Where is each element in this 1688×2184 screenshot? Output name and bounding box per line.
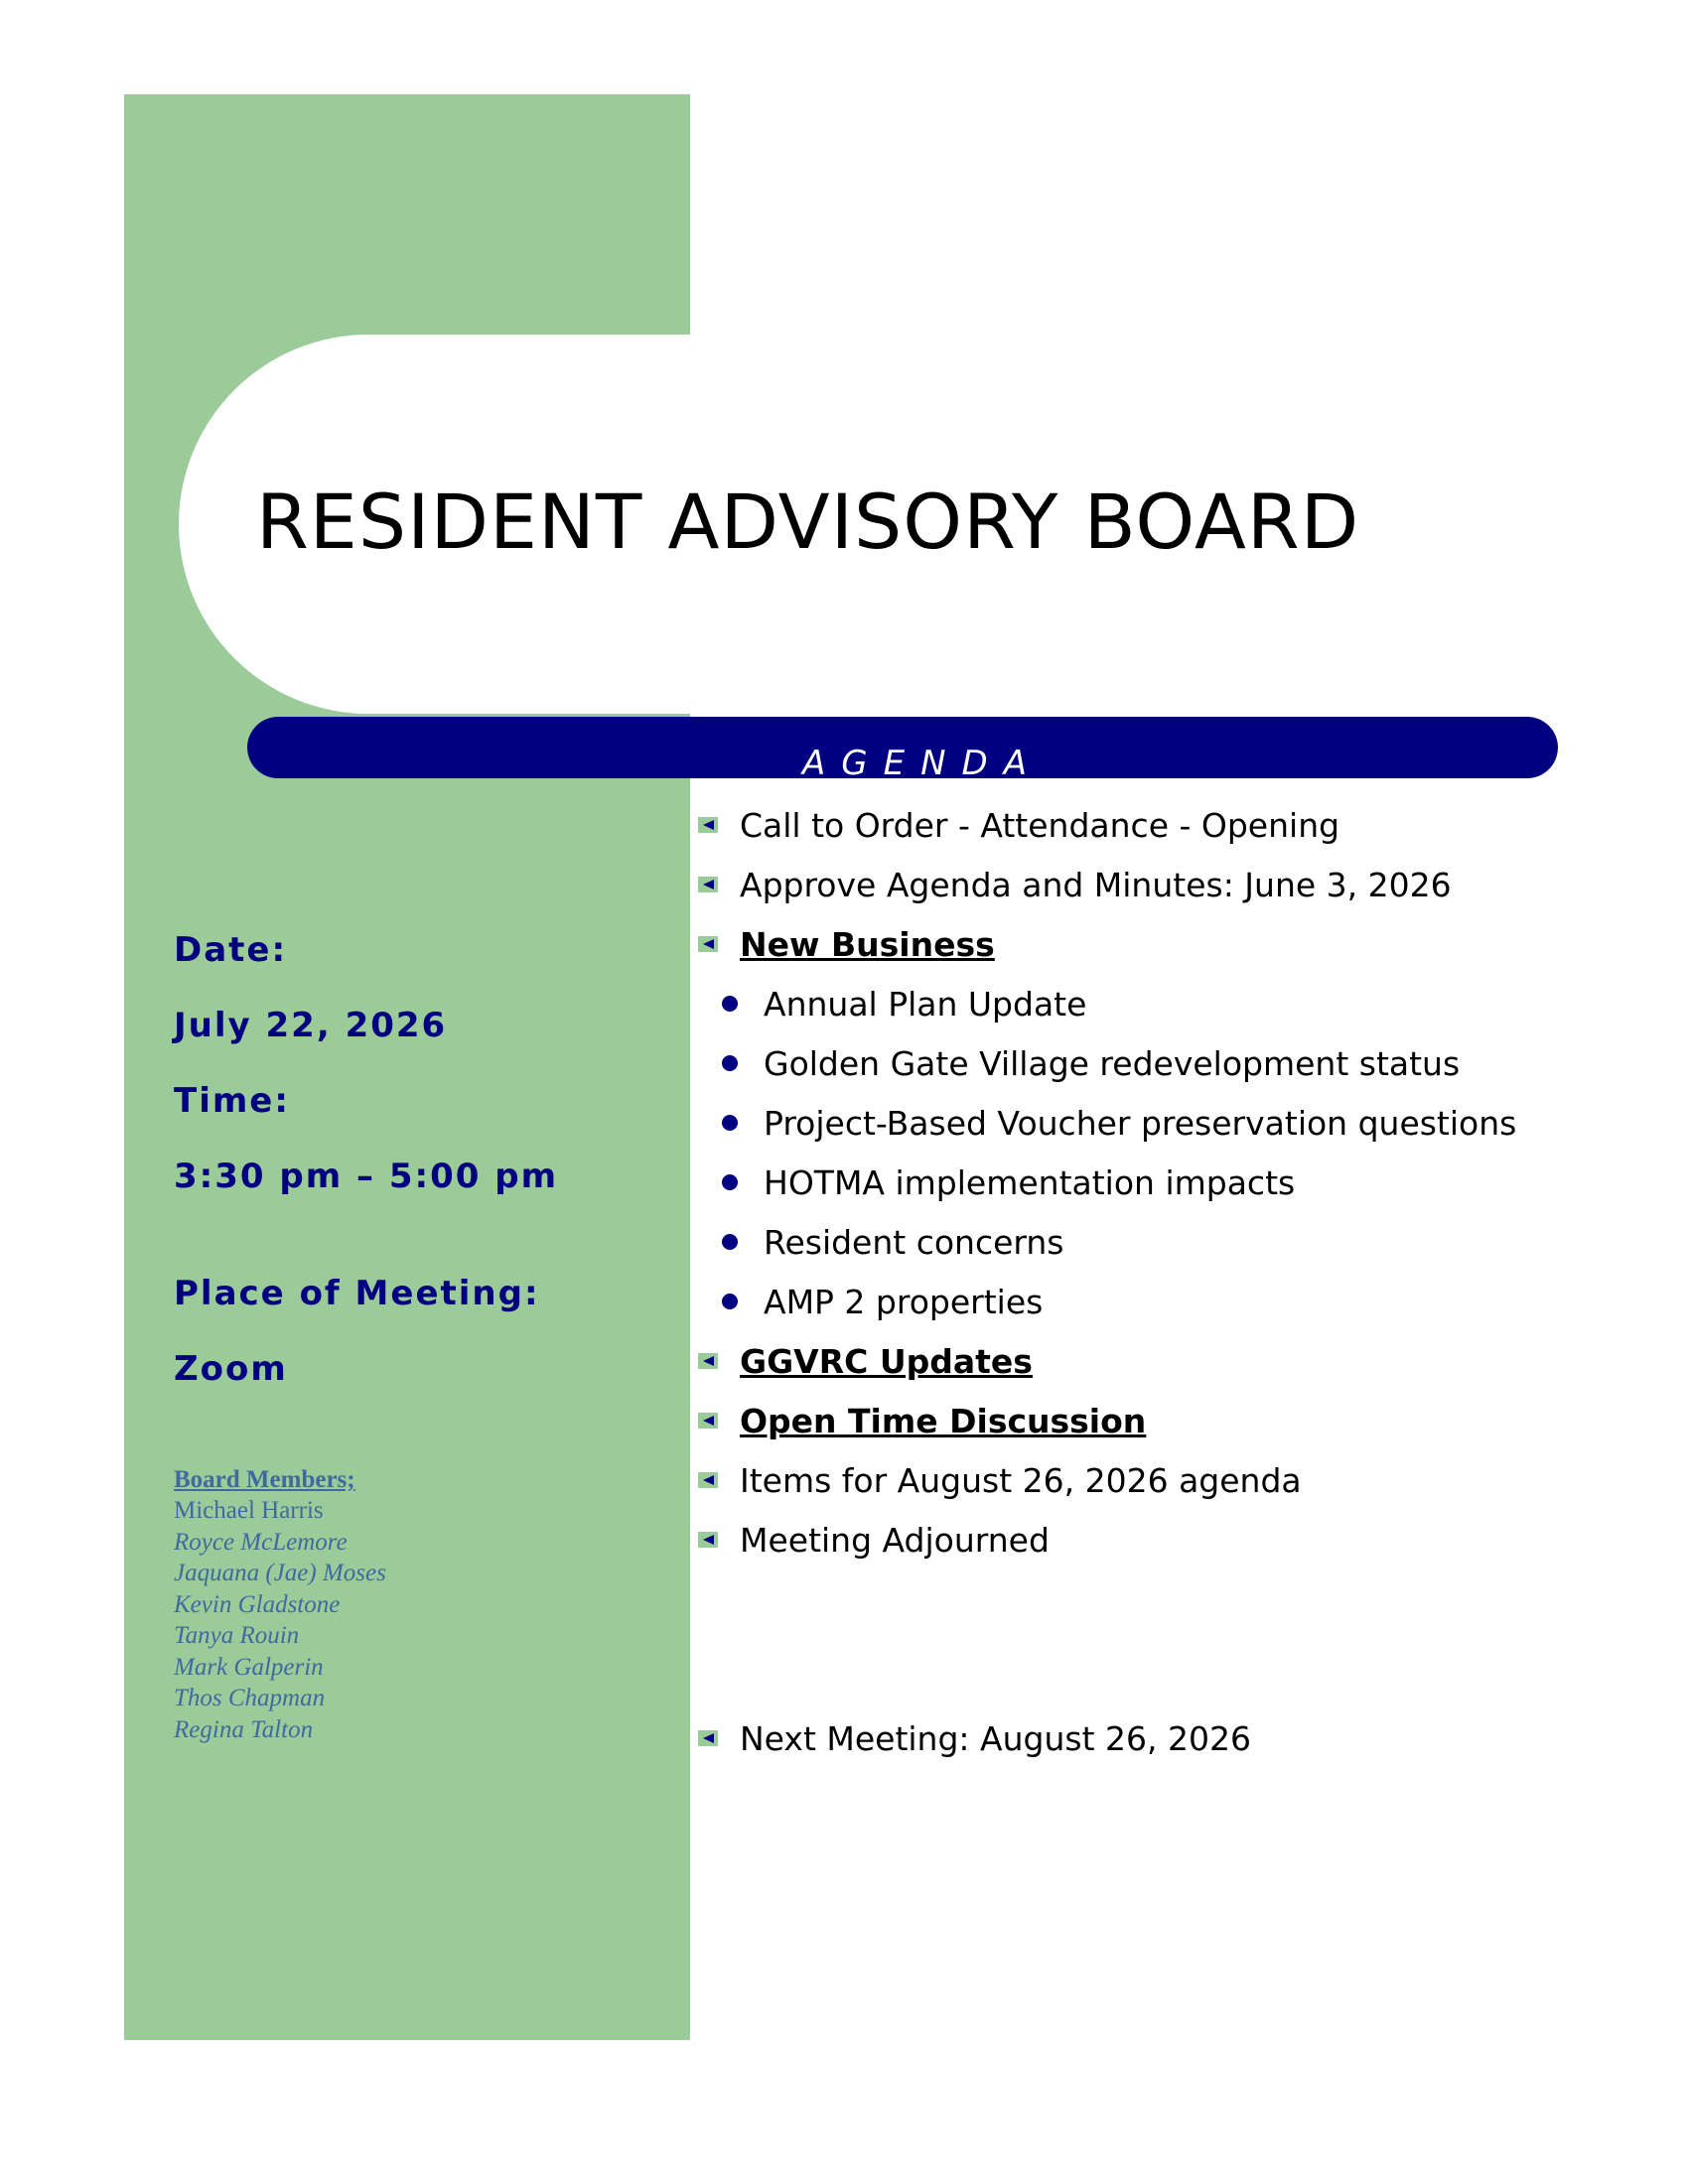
agenda-item-text: Meeting Adjourned xyxy=(740,1521,1050,1560)
arrow-bullet-icon xyxy=(698,1472,718,1488)
agenda-item xyxy=(695,866,1638,908)
sub-item-text: Project-Based Voucher preservation questions xyxy=(764,1104,1517,1143)
arrow-bullet-icon xyxy=(698,1353,718,1369)
board-member: Kevin Gladstone xyxy=(174,1591,341,1618)
sub-item-text: Golden Gate Village redevelopment status xyxy=(764,1044,1461,1083)
time-label: Time: xyxy=(174,1081,290,1121)
dot-bullet-icon xyxy=(722,1115,738,1131)
sub-item xyxy=(722,1044,1616,1087)
board-member: Tanya Rouin xyxy=(174,1622,300,1649)
document-title: RESIDENT ADVISORY BOARD xyxy=(256,478,1360,566)
meeting-time: 3:30 pm – 5:00 pm xyxy=(174,1157,559,1196)
section-heading-new-business: New Business xyxy=(740,925,995,964)
sub-item-text: HOTMA implementation impacts xyxy=(764,1163,1296,1202)
sub-item xyxy=(722,1163,1616,1206)
sub-item xyxy=(722,1223,1616,1266)
meeting-place: Zoom xyxy=(174,1349,288,1389)
agenda-item-text: Approve Agenda and Minutes: June 3, 2026 xyxy=(740,866,1452,904)
agenda-section xyxy=(695,1342,1638,1385)
arrow-bullet-icon xyxy=(698,877,718,892)
board-member: Michael Harris xyxy=(174,1497,324,1524)
agenda-item-text: Call to Order - Attendance - Opening xyxy=(740,806,1340,845)
board-member: Jaquana (Jae) Moses xyxy=(174,1560,386,1586)
arrow-bullet-icon xyxy=(698,936,718,952)
dot-bullet-icon xyxy=(722,1234,738,1250)
board-member: Royce McLemore xyxy=(174,1529,348,1556)
sub-item-text: AMP 2 properties xyxy=(764,1283,1044,1321)
dot-bullet-icon xyxy=(722,1174,738,1190)
board-member: Regina Talton xyxy=(174,1716,314,1743)
sub-item-text: Annual Plan Update xyxy=(764,985,1087,1024)
arrow-bullet-icon xyxy=(698,1413,718,1429)
agenda-item xyxy=(695,1521,1638,1564)
agenda-section xyxy=(695,925,1638,968)
dot-bullet-icon xyxy=(722,1055,738,1071)
sub-item xyxy=(722,985,1616,1027)
agenda-section xyxy=(695,1402,1638,1444)
agenda-bar xyxy=(247,717,1558,778)
sub-item-text: Resident concerns xyxy=(764,1223,1064,1262)
sub-item xyxy=(722,1283,1616,1325)
arrow-bullet-icon xyxy=(698,1730,718,1746)
board-member: Thos Chapman xyxy=(174,1685,326,1711)
agenda-label: AGENDA xyxy=(802,744,1043,778)
board-members-heading: Board Members; xyxy=(174,1466,355,1493)
sub-item xyxy=(722,1104,1616,1147)
dot-bullet-icon xyxy=(722,996,738,1012)
agenda-item xyxy=(695,1461,1638,1504)
arrow-bullet-icon xyxy=(698,817,718,833)
next-meeting xyxy=(695,1719,1638,1762)
agenda-item xyxy=(695,806,1638,849)
next-meeting-text: Next Meeting: August 26, 2026 xyxy=(740,1719,1251,1758)
board-member: Mark Galperin xyxy=(174,1654,324,1681)
place-label: Place of Meeting: xyxy=(174,1274,540,1313)
meeting-date: July 22, 2026 xyxy=(174,1006,448,1045)
arrow-bullet-icon xyxy=(698,1532,718,1548)
section-heading-ggvrc: GGVRC Updates xyxy=(740,1342,1033,1381)
agenda-item-text: Items for August 26, 2026 agenda xyxy=(740,1461,1302,1500)
section-heading-open-time: Open Time Discussion xyxy=(740,1402,1147,1440)
dot-bullet-icon xyxy=(722,1294,738,1309)
date-label: Date: xyxy=(174,930,288,970)
